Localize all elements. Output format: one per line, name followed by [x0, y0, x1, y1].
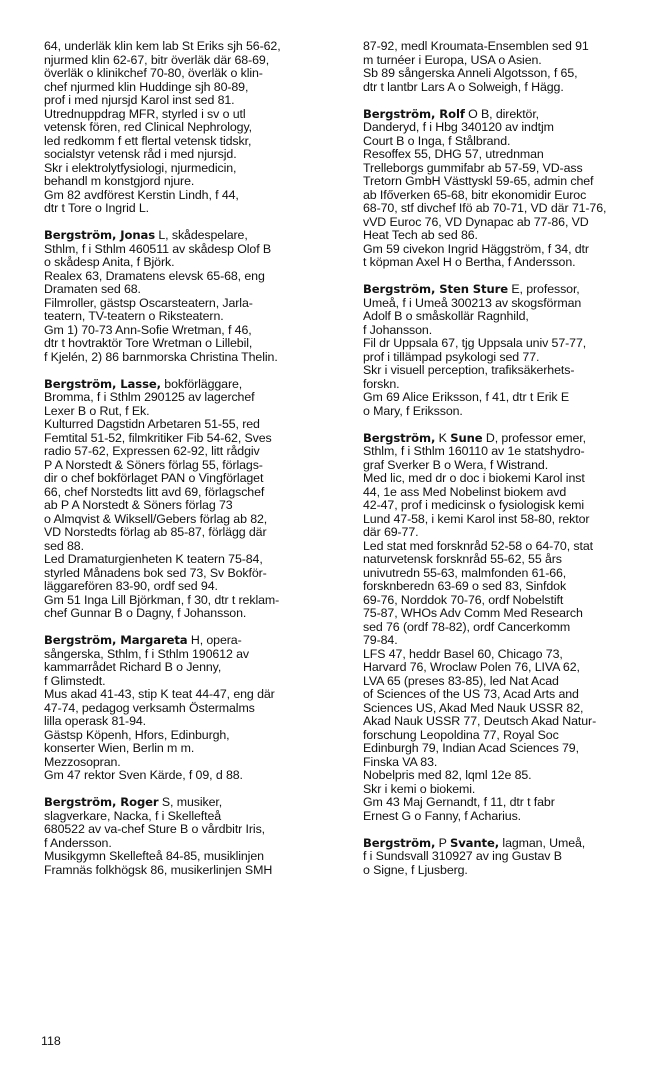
entry-text: forschung Leopoldina 77, Royal Soc — [363, 727, 559, 742]
entry-line — [44, 553, 340, 567]
entry-text: Heat Tech ab sed 86. — [363, 228, 478, 242]
entry-line — [363, 202, 659, 216]
entry-text: f Glimstedt. — [44, 673, 106, 688]
entry-text: Realex 63, Dramatens elevsk 65-68, eng — [44, 268, 265, 283]
entry-text: o Signe, f Ljusberg. — [363, 862, 468, 877]
entry-line — [44, 256, 340, 270]
entry-line — [44, 864, 340, 878]
entry-text: 47-74, pedagog verksamh Östermalms — [44, 700, 255, 715]
entry-line — [363, 391, 659, 405]
entry-name: Bergström, — [363, 835, 436, 850]
entry-line — [44, 297, 340, 311]
entry-line — [44, 121, 340, 135]
entry-line — [44, 729, 340, 743]
entry-text: Trelleborgs gummifabr ab 57-59, VD-ass — [363, 160, 583, 175]
entry-line — [363, 607, 659, 621]
entry-text: Led stat med forsknråd 52-58 o 64-70, stat — [363, 538, 593, 553]
entry-text: Femtital 51-52, filmkritiker Fib 54-62, Sves — [44, 430, 272, 445]
biography-entry — [363, 283, 659, 418]
entry-line — [44, 270, 340, 284]
entry-text: Gm 43 Maj Gernandt, f 11, dtr t fabr — [363, 795, 555, 809]
entry-line — [44, 283, 340, 297]
entry-line — [44, 324, 340, 338]
entry-text: Sb 89 sångerska Anneli Algotsson, f 65, — [363, 66, 578, 80]
entry-line — [363, 837, 659, 851]
entry-line — [363, 148, 659, 162]
entry-line — [363, 324, 659, 338]
entry-text: Court B o Inga, f Stålbrand. — [363, 133, 511, 148]
entry-text: H, opera- — [187, 633, 242, 647]
entry-text: o Mary, f Eriksson. — [363, 403, 463, 418]
entry-line — [363, 135, 659, 149]
entry-text: 68-70, stf divchef Ifö ab 70-71, VD där 71-76, — [363, 201, 607, 215]
entry-line — [363, 621, 659, 635]
entry-text: Adolf B o småskollär Ragnhild, — [363, 309, 529, 323]
entry-line — [363, 121, 659, 135]
entry-line — [44, 715, 340, 729]
entry-line — [44, 418, 340, 432]
entry-line — [44, 148, 340, 162]
entry-text: Sciences US, Akad Med Nauk USSR 82, — [363, 700, 584, 715]
entry-line — [363, 216, 659, 230]
entry-text: 66, chef Norstedts litt avd 69, förlagschef — [44, 484, 265, 499]
entry-text: socialstyr vetensk råd i med njursjd. — [44, 147, 237, 161]
entry-text: ab P A Norstedt & Söners förlag 73 — [44, 498, 233, 512]
entry-text: radio 57-62, Expressen 62-92, litt rådgiv — [44, 444, 260, 458]
entry-line — [363, 850, 659, 864]
entry-line — [44, 526, 340, 540]
entry-text: m turnéer i Europa, USA o Asien. — [363, 52, 542, 67]
entry-line — [363, 742, 659, 756]
entry-line — [363, 445, 659, 459]
entry-text: dtr t lantbr Lars A o Solweigh, f Hägg. — [363, 79, 564, 94]
entry-line — [363, 351, 659, 365]
biography-entry — [44, 634, 340, 783]
entry-text: P A Norstedt & Söners förlag 55, förlags- — [44, 457, 263, 472]
entry-text: Akad Nauk USSR 77, Deutsch Akad Natur- — [363, 714, 597, 728]
entry-line — [363, 729, 659, 743]
entry-text: Gm 1) 70-73 Ann-Sofie Wretman, f 46, — [44, 322, 252, 337]
entry-text: ab Ifőverken 65-68, bitr ekonomidir Euroc — [363, 187, 587, 202]
entry-text: Kulturred Dagstidn Arbetaren 51-55, red — [44, 417, 260, 431]
entry-line — [44, 513, 340, 527]
entry-text: sed 76 (ordf 78-82), ordf Cancerkomm — [363, 619, 571, 634]
entry-text: Nobelpris med 82, lqml 12e 85. — [363, 768, 532, 782]
entry-line — [363, 40, 659, 54]
entry-line — [44, 94, 340, 108]
entry-text: Framnäs folkhögsk 86, musikerlinjen SMH — [44, 862, 273, 877]
entry-text: Musikgymn Skellefteå 84-85, musiklinjen — [44, 849, 264, 863]
biography-entry — [363, 108, 659, 270]
entry-name: Svante, — [449, 835, 500, 850]
entry-text: D, professor emer, — [482, 430, 586, 445]
entry-text: Dramaten sed 68. — [44, 282, 141, 296]
entry-line — [363, 580, 659, 594]
entry-line — [44, 634, 340, 648]
entry-text: Gm 51 Inga Lill Björkman, f 30, dtr t reklam- — [44, 592, 280, 607]
entry-line — [44, 567, 340, 581]
entry-text: läggarefören 83-90, ordf sed 94. — [44, 579, 218, 593]
entry-line — [363, 229, 659, 243]
entry-line — [44, 189, 340, 203]
entry-text: f Johansson. — [363, 322, 433, 337]
entry-line — [363, 310, 659, 324]
entry-text: E, professor, — [508, 282, 580, 296]
entry-line — [44, 54, 340, 68]
entry-text: Lexer B o Rut, f Ek. — [44, 403, 150, 418]
entry-line — [363, 499, 659, 513]
biography-entry — [44, 378, 340, 621]
entry-text: överläk o klinikchef 70-80, överläk o klin- — [44, 66, 263, 80]
entry-line — [363, 648, 659, 662]
entry-text: Finska VA 83. — [363, 754, 438, 769]
entry-line — [44, 486, 340, 500]
entry-text: Utrednuppdrag MFR, styrled i sv o utl — [44, 106, 246, 121]
entry-text: dtr t Tore o Ingrid L. — [44, 201, 150, 215]
entry-line — [363, 513, 659, 527]
entry-text: Gästsp Köpenh, Hfors, Edinburgh, — [44, 727, 230, 742]
entry-line — [44, 540, 340, 554]
entry-line — [363, 783, 659, 797]
biography-entry — [44, 40, 340, 216]
entry-line — [44, 108, 340, 122]
biography-entry — [363, 837, 659, 878]
entry-text: 79-84. — [363, 633, 398, 647]
entry-text: chef njurmed klin Huddinge sjh 80-89, — [44, 79, 249, 94]
entry-line — [44, 135, 340, 149]
entry-text: behandl m konstgjord njure. — [44, 174, 195, 188]
entry-line — [363, 526, 659, 540]
entry-text: Harvard 76, Wroclaw Polen 76, LIVA 62, — [363, 660, 580, 674]
entry-text: Sthlm, f i Sthlm 160110 av 1e statshydro- — [363, 444, 585, 458]
right-column — [363, 40, 659, 877]
entry-line — [363, 189, 659, 203]
entry-line — [44, 499, 340, 513]
entry-line — [44, 675, 340, 689]
entry-text: Skr i kemi o biokemi. — [363, 781, 476, 796]
entry-line — [363, 162, 659, 176]
entry-text: o Almqvist & Wiksell/Gebers förlag ab 82, — [44, 511, 268, 526]
entry-text: konserter Wien, Berlin m m. — [44, 741, 195, 755]
entry-text: led redkomm f ett flertal vetensk tidskr, — [44, 133, 252, 148]
entry-name: Bergström, Roger — [44, 795, 159, 809]
entry-line — [44, 837, 340, 851]
entry-line — [363, 486, 659, 500]
entry-line — [44, 459, 340, 473]
entry-line — [363, 472, 659, 486]
entry-text: Gm 69 Alice Eriksson, f 41, dtr t Erik E — [363, 390, 570, 404]
entry-line — [44, 580, 340, 594]
entry-text: Med lic, med dr o doc i biokemi Karol inst — [363, 471, 585, 485]
entry-line — [363, 661, 659, 675]
entry-line — [363, 67, 659, 81]
entry-line — [363, 634, 659, 648]
entry-text: Skr i elektrolytfysiologi, njurmedicin, — [44, 160, 237, 175]
entry-line — [44, 175, 340, 189]
entry-text: P — [435, 835, 450, 850]
entry-line — [363, 337, 659, 351]
entry-text: Skr i visuell perception, trafiksäkerhets- — [363, 363, 575, 377]
entry-text: o skådesp Anita, f Björk. — [44, 255, 175, 269]
entry-line — [44, 823, 340, 837]
entry-text: LFS 47, heddr Basel 60, Chicago 73, — [363, 646, 563, 661]
entry-name: Bergström, Rolf — [363, 106, 465, 121]
entry-line — [363, 432, 659, 446]
entry-text: Gm 59 civekon Ingrid Häggström, f 34, dtr — [363, 241, 589, 256]
entry-line — [44, 648, 340, 662]
entry-line — [363, 283, 659, 297]
left-column — [44, 40, 340, 877]
entry-line — [44, 81, 340, 95]
entry-text: Lund 47-58, i kemi Karol inst 58-80, rektor — [363, 511, 590, 526]
entry-line — [44, 67, 340, 81]
entry-line — [363, 864, 659, 878]
entry-name: Bergström, Lasse, — [44, 376, 161, 391]
entry-line — [44, 310, 340, 324]
entry-line — [363, 594, 659, 608]
entry-line — [363, 405, 659, 419]
entry-text: prof i tillämpad psykologi sed 77. — [363, 349, 540, 364]
entry-text: Gm 82 avdförest Kerstin Lindh, f 44, — [44, 187, 239, 202]
entry-text: Fil dr Uppsala 67, tjg Uppsala univ 57-77, — [363, 336, 587, 350]
entry-text: L, skådespelare, — [155, 228, 248, 242]
entry-line — [363, 54, 659, 68]
entry-line — [363, 175, 659, 189]
entry-line — [44, 162, 340, 176]
entry-line — [363, 364, 659, 378]
entry-text: f i Sundsvall 310927 av ing Gustav B — [363, 849, 562, 863]
entry-line — [44, 607, 340, 621]
entry-text: f Kjelén, 2) 86 barnmorska Christina Thelin. — [44, 349, 278, 364]
entry-text: Tretorn GmbH Västtyskl 59-65, admin chef — [363, 174, 594, 188]
entry-text: Edinburgh 79, Indian Acad Sciences 79, — [363, 741, 579, 755]
entry-text: K — [435, 430, 451, 445]
entry-text: Mus akad 41-43, stip K teat 44-47, eng där — [44, 687, 275, 701]
entry-text: där 69-77. — [363, 525, 419, 539]
entry-text: f Andersson. — [44, 835, 112, 850]
entry-text: naturvetensk forsknråd 55-62, 55 års — [363, 552, 562, 566]
entry-line — [44, 378, 340, 392]
entry-text: lilla operask 81-94. — [44, 714, 147, 728]
entry-line — [44, 850, 340, 864]
entry-line — [363, 81, 659, 95]
biography-entry — [44, 796, 340, 877]
entry-text: LVA 65 (preses 83-85), led Nat Acad — [363, 673, 559, 688]
entry-text: Led Dramaturgienheten K teatern 75-84, — [44, 552, 263, 566]
entry-line — [363, 796, 659, 810]
entry-text: 42-47, prof i medicinsk o fysiologisk kemi — [363, 498, 584, 512]
entry-line — [363, 810, 659, 824]
entry-line — [363, 553, 659, 567]
entry-line — [44, 202, 340, 216]
entry-text: sed 88. — [44, 538, 84, 553]
entry-text: 75-87, WHOs Adv Comm Med Research — [363, 606, 583, 620]
entry-line — [363, 675, 659, 689]
entry-line — [44, 796, 340, 810]
entry-line — [44, 702, 340, 716]
entry-text: vVD Euroc 76, VD Dynapac ab 77-86, VD — [363, 214, 589, 229]
entry-line — [44, 391, 340, 405]
entry-line — [44, 742, 340, 756]
entry-line — [363, 108, 659, 122]
entry-line — [363, 243, 659, 257]
entry-line — [44, 229, 340, 243]
entry-text: prof i med njursjd Karol inst sed 81. — [44, 93, 235, 107]
entry-text: t köpman Axel H o Bertha, f Andersson. — [363, 255, 576, 269]
entry-text: S, musiker, — [158, 795, 223, 809]
biography-entry — [363, 432, 659, 824]
entry-text: bokförläggare, — [160, 376, 243, 391]
biography-entry — [44, 229, 340, 364]
entry-line — [44, 445, 340, 459]
entry-name: Bergström, Margareta — [44, 633, 188, 647]
entry-line — [44, 337, 340, 351]
entry-text: Umeå, f i Umeå 300213 av skogsförman — [363, 295, 582, 310]
entry-name: Bergström, — [363, 430, 436, 445]
entry-text: Sthlm, f i Sthlm 460511 av skådesp Olof B — [44, 241, 272, 256]
entry-line — [44, 688, 340, 702]
entry-name: Sune — [450, 430, 483, 445]
entry-line — [44, 351, 340, 365]
entry-line — [363, 567, 659, 581]
entry-text: sångerska, Sthlm, f i Sthlm 190612 av — [44, 646, 249, 661]
entry-text: 87-92, medl Kroumata-Ensemblen sed 91 — [363, 39, 589, 53]
entry-text: of Sciences of the US 73, Acad Arts and — [363, 687, 579, 701]
entry-line — [363, 769, 659, 783]
entry-line — [44, 405, 340, 419]
entry-text: lagman, Umeå, — [499, 835, 586, 850]
entry-line — [44, 432, 340, 446]
entry-line — [44, 594, 340, 608]
entry-line — [363, 540, 659, 554]
entry-line — [44, 40, 340, 54]
entry-text: Bromma, f i Sthlm 290125 av lagerchef — [44, 390, 255, 404]
entry-text: Gm 47 rektor Sven Kärde, f 09, d 88. — [44, 768, 243, 782]
entry-line — [363, 378, 659, 392]
entry-text: dtr t hovtraktör Tore Wretman o Lillebil, — [44, 336, 253, 350]
entry-line — [363, 256, 659, 270]
entry-text: forsknberedn 63-69 o sed 83, Sinfdok — [363, 579, 567, 593]
entry-text: Resoffex 55, DHG 57, utrednman — [363, 147, 544, 161]
entry-text: slagverkare, Nacka, f i Skellefteå — [44, 808, 222, 823]
entry-text: Filmroller, gästsp Oscarsteatern, Jarla- — [44, 295, 253, 310]
entry-line — [363, 297, 659, 311]
entry-text: Danderyd, f i Hbg 340120 av indtjm — [363, 120, 554, 134]
entry-text: 69-76, Norddok 70-76, ordf Nobelstift — [363, 592, 564, 607]
entry-line — [44, 756, 340, 770]
entry-text: Ernest G o Fanny, f Acharius. — [363, 808, 522, 823]
entry-text: chef Gunnar B o Dagny, f Johansson. — [44, 606, 247, 620]
entry-text: dir o chef bokförlaget PAN o Vingförlaget — [44, 471, 264, 485]
page-number: 118 — [41, 1034, 61, 1048]
entry-text: univutredn 55-63, malmfonden 61-66, — [363, 565, 567, 580]
entry-line — [44, 661, 340, 675]
entry-line — [44, 243, 340, 257]
entry-name: Bergström, Sten Sture — [363, 282, 509, 296]
entry-text: 680522 av va-chef Sture B o vårdbitr Iris, — [44, 822, 266, 836]
entry-text: kammarrådet Richard B o Jenny, — [44, 660, 222, 674]
entry-line — [363, 459, 659, 473]
entry-text: VD Norstedts förlag ab 85-87, förlägg där — [44, 525, 267, 539]
entry-line — [44, 472, 340, 486]
entry-line — [363, 702, 659, 716]
entry-text: styrled Månadens bok sed 73, Sv Bokför- — [44, 565, 267, 580]
entry-text: graf Sverker B o Wera, f Wistrand. — [363, 457, 549, 472]
biography-entry — [363, 40, 659, 94]
entry-line — [363, 715, 659, 729]
entry-text: njurmed klin 62-67, bitr överläk där 68-69, — [44, 52, 270, 67]
entry-line — [363, 688, 659, 702]
entry-line — [44, 769, 340, 783]
entry-line — [363, 756, 659, 770]
entry-text: O B, direktör, — [464, 106, 540, 121]
entry-line — [44, 810, 340, 824]
entry-text: forskn. — [363, 376, 400, 391]
entry-text: Mezzosopran. — [44, 754, 121, 769]
entry-text: vetensk fören, red Clinical Nephrology, — [44, 120, 252, 134]
entry-text: teatern, TV-teatern o Riksteatern. — [44, 309, 224, 323]
entry-text: 64, underläk klin kem lab St Eriks sjh 56-62, — [44, 39, 281, 53]
entry-name: Bergström, Jonas — [44, 228, 156, 242]
entry-text: 44, 1e ass Med Nobelinst biokem avd — [363, 484, 567, 499]
